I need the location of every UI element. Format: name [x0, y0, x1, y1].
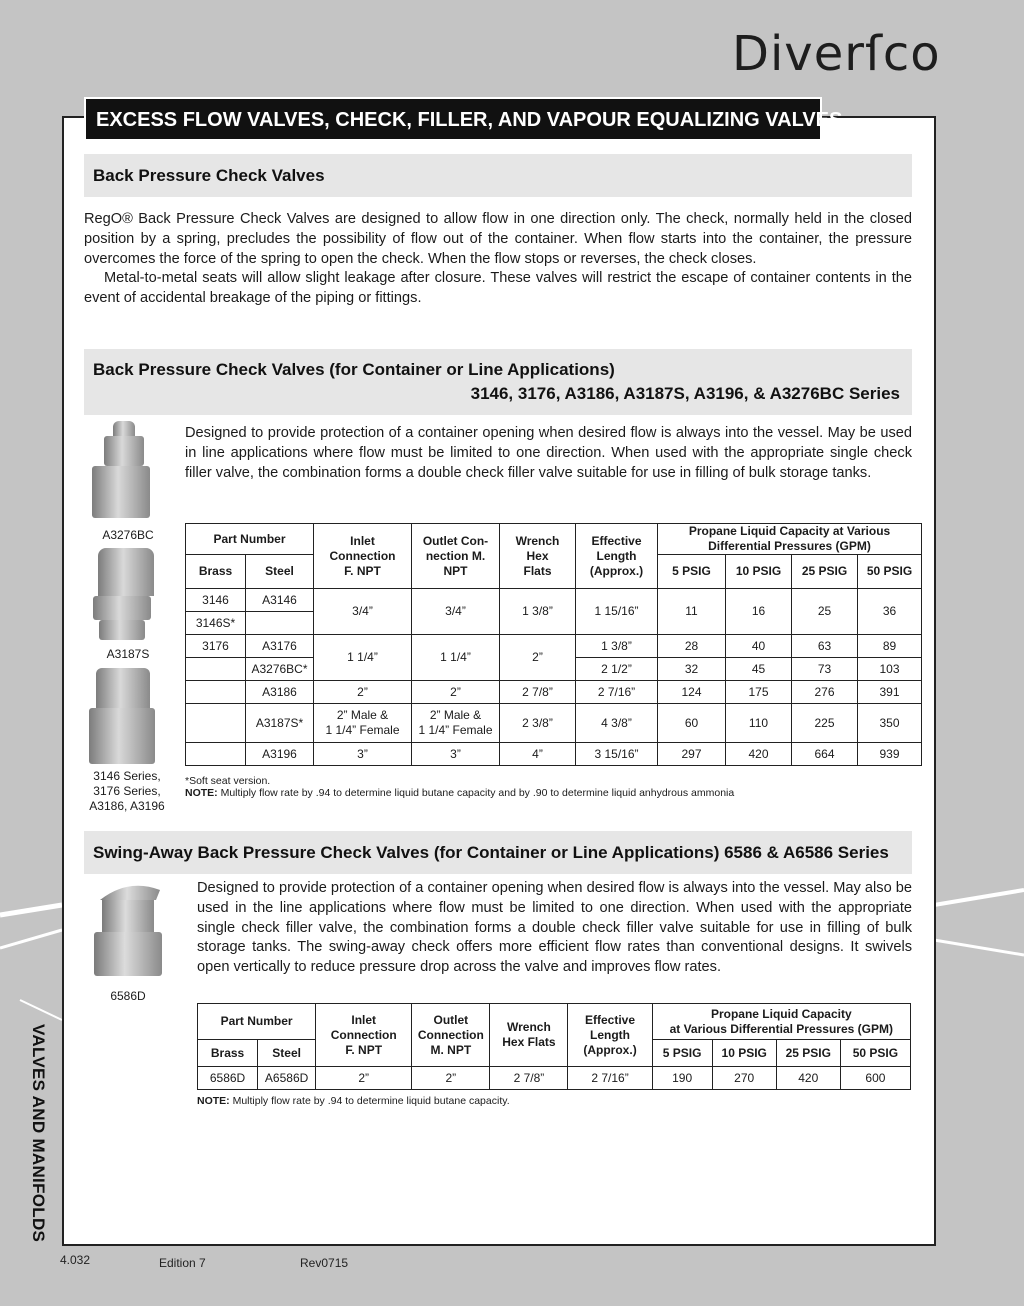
caption-6586d: 6586D: [110, 989, 146, 1003]
note-section2: NOTE: Multiply flow rate by .94 to determine liquid butane capacity and by .90 to determine liquid anhydrous ammonia: [185, 787, 735, 799]
col-inlet: Inlet Connection F. NPT: [314, 524, 412, 589]
col-part-number: Part Number: [198, 1004, 316, 1040]
caption-line-3: A3186, A3196: [89, 799, 165, 813]
col-25psig: 25 PSIG: [776, 1040, 840, 1067]
col-50psig: 50 PSIG: [840, 1040, 910, 1067]
footer-page-number: 4.032: [60, 1253, 91, 1267]
col-10psig: 10 PSIG: [712, 1040, 776, 1067]
col-50psig: 50 PSIG: [858, 555, 922, 589]
caption-a3276bc: A3276BC: [102, 528, 154, 542]
spec-table-swing-away: [197, 1003, 911, 1090]
col-part-number: Part Number: [186, 524, 314, 555]
section-header-swing-away: Swing-Away Back Pressure Check Valves (for Container or Line Applications) 6586 & A6586 Series: [84, 831, 912, 874]
section-header-back-pressure: Back Pressure Check Valves: [84, 154, 912, 197]
col-length: Effective Length (Approx.): [568, 1004, 652, 1067]
section-header-container-line: [84, 349, 912, 415]
footer-revision: Rev0715: [300, 1256, 349, 1270]
col-brass: Brass: [198, 1040, 258, 1067]
table-row: 3146S*: [186, 612, 922, 635]
section2-title: Back Pressure Check Valves (for Container or Line Applications): [93, 360, 615, 379]
col-brass: Brass: [186, 555, 246, 589]
col-5psig: 5 PSIG: [658, 555, 726, 589]
col-steel: Steel: [258, 1040, 316, 1067]
table-row: 6586D A6586D 2” 2” 2 7/8” 2 7/16” 190 270 420 600: [198, 1067, 911, 1090]
caption-line-1: 3146 Series,: [93, 769, 161, 783]
table-row: A3186 2” 2” 2 7/8” 2 7/16” 124 175 276 391: [186, 681, 922, 704]
col-outlet: Outlet Connection M. NPT: [412, 1004, 490, 1067]
col-10psig: 10 PSIG: [726, 555, 792, 589]
col-wrench: Wrench Hex Flats: [500, 524, 576, 589]
spec-table-check-valves: [185, 523, 922, 766]
col-5psig: 5 PSIG: [652, 1040, 712, 1067]
side-label: VALVES AND MANIFOLDS: [29, 1024, 48, 1243]
table-row: 3176 A3176 1 1/4” 1 1/4” 2” 1 3/8” 28 40 63 89: [186, 635, 922, 658]
footer-edition: Edition 7: [159, 1256, 206, 1270]
brand-logo: Diverſco: [732, 26, 941, 82]
col-steel: Steel: [246, 555, 314, 589]
col-inlet: Inlet Connection F. NPT: [316, 1004, 412, 1067]
table-row: 3146 A3146 3/4” 3/4” 1 3/8” 1 15/16” 11 16 25 36: [186, 589, 922, 612]
col-25psig: 25 PSIG: [792, 555, 858, 589]
col-wrench: Wrench Hex Flats: [490, 1004, 568, 1067]
page-title-banner: EXCESS FLOW VALVES, CHECK, FILLER, AND VAPOUR EQUALIZING VALVES: [84, 97, 822, 141]
section1-paragraph-1: RegO® Back Pressure Check Valves are designed to allow flow in one direction only. The check, normally held in the closed position by a spring, precludes the possibility of flow out of the container. When flow starts into the container, the pressure overcomes the force of the spring to open the check. When the flow stops or reverses, the check closes.: [84, 211, 912, 267]
table-row: A3276BC* 2 1/2” 32 45 73 103: [186, 658, 922, 681]
caption-3146-series: [80, 769, 174, 814]
footnote-soft-seat: *Soft seat version.: [185, 775, 271, 787]
col-capacity: Propane Liquid Capacity at Various Differential Pressures (GPM): [658, 524, 922, 555]
caption-line-2: 3176 Series,: [93, 784, 161, 798]
caption-a3187s: A3187S: [106, 647, 150, 661]
col-capacity: Propane Liquid Capacity at Various Differential Pressures (GPM): [652, 1004, 910, 1040]
table-row: A3187S* 2” Male & 1 1/4” Female 2” Male & 1 1/4” Female 2 3/8” 4 3/8” 60 110 225 350: [186, 704, 922, 743]
section1-paragraph-2: Metal-to-metal seats will allow slight leakage after closure. These valves will restrict the escape of container contents in the event of accidental breakage of the piping or fittings.: [84, 270, 912, 307]
note-section3: NOTE: Multiply flow rate by .94 to determine liquid butane capacity.: [197, 1095, 510, 1107]
col-outlet: Outlet Con- nection M. NPT: [412, 524, 500, 589]
col-length: Effective Length (Approx.): [576, 524, 658, 589]
section2-series: 3146, 3176, A3186, A3187S, A3196, & A3276BC Series: [470, 384, 900, 403]
section1-body: [84, 210, 912, 309]
section2-description: Designed to provide protection of a container opening when desired flow is always into the vessel. May be used in line applications where flow must be limited to one direction. When used with the appropriate single check filler valve, the combination forms a double check filler valve suitable for use in filling of bulk storage tanks.: [185, 425, 912, 481]
section3-description: Designed to provide protection of a container opening when desired flow is always into the vessel. May also be used in the line applications where flow must be limited to one direction. When used with the appropriate single check filler valve, the combination forms a double check filler valve suitable for use in filling of bulk storage tanks. The swing-away check offers more efficient flow rates than conventional designs. It swivels open vertically to reduce pressure drop across the valve and improves flow rates.: [197, 880, 912, 976]
table-row: A3196 3” 3” 4” 3 15/16” 297 420 664 939: [186, 743, 922, 766]
